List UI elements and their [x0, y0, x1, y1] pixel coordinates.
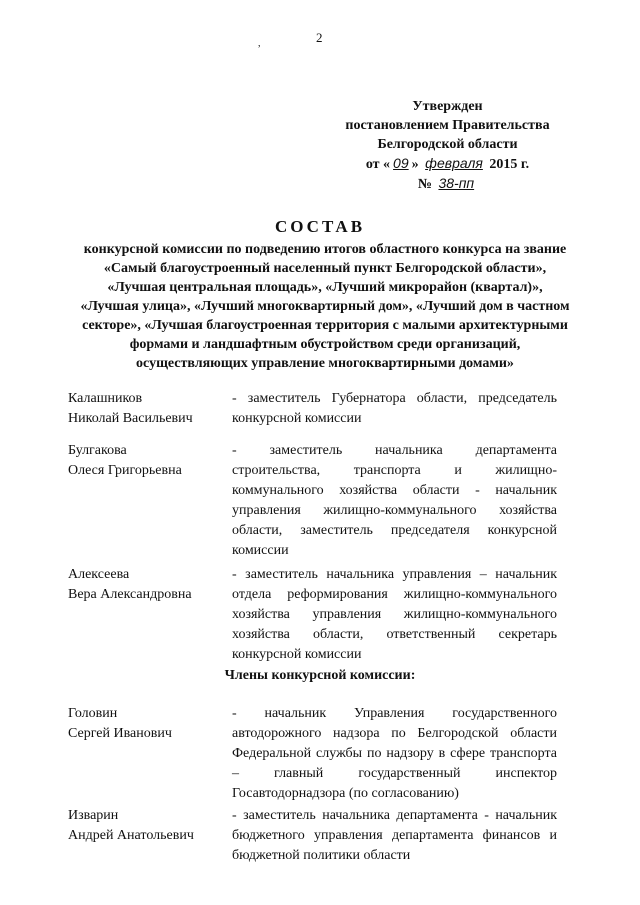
surname: Калашников: [68, 391, 143, 406]
date-day: 09: [393, 155, 409, 171]
person-role: - заместитель начальника департамента строительства, транспорта и жилищно-коммунального хозяйства области - начальник управления жилищно-коммунального хозяйства области, заместитель председателя конкурсной комиссии: [232, 443, 557, 558]
person-role: - заместитель начальника департамента - начальник бюджетного управления департамента финансов и бюджетной политики области: [232, 808, 557, 863]
person-role: - заместитель Губернатора области, председатель конкурсной комиссии: [232, 391, 557, 426]
date-prefix: от «: [365, 157, 391, 172]
approval-date: [330, 154, 565, 174]
surname: Головин: [68, 706, 118, 721]
surname: Булгакова: [68, 443, 127, 458]
number-value: 38-пп: [438, 175, 475, 191]
approval-line-1: Утвержден: [412, 99, 483, 114]
stray-mark: ,: [258, 38, 261, 49]
date-year: 2015 г.: [489, 157, 530, 172]
page-number: 2: [316, 30, 323, 45]
given-names: Сергей Иванович: [68, 726, 172, 741]
person-name: [68, 704, 228, 744]
person-name: [68, 806, 228, 846]
given-names: Николай Васильевич: [68, 411, 193, 426]
person-name: [68, 565, 228, 605]
approval-line-2: постановлением Правительства: [345, 118, 550, 133]
surname: Алексеева: [68, 567, 130, 582]
document-subtitle: конкурсной комиссии по подведению итогов областного конкурса на звание «Самый благоустроенный населенный пункт Белгородской области», «Лучшая центральная площадь», «Лучший микрорайон (квартал)», «Лучшая улица», «Лучший многоквартирный дом», «Лучший дом в частном секторе», «Лучшая благоустроенная территория с малыми архитектурными формами и ландшафтным обустройством среди организаций, осуществляющих управление многоквартирными домами»: [80, 242, 570, 371]
date-month: февраля: [425, 155, 483, 171]
document-title: СОСТАВ: [274, 217, 366, 236]
approval-stamp: [330, 97, 565, 194]
given-names: Андрей Анатольевич: [68, 828, 194, 843]
number-prefix: №: [417, 177, 432, 192]
given-names: Вера Александровна: [68, 587, 192, 602]
person-role: - заместитель начальника управления – начальник отдела реформирования жилищно-коммунального хозяйства управления жилищно-коммунального хозяйства области, ответственный секретарь конкурсной комиссии: [232, 567, 557, 662]
given-names: Олеся Григорьевна: [68, 463, 182, 478]
surname: Изварин: [68, 808, 119, 823]
date-mid: »: [411, 157, 419, 172]
approval-number: [330, 174, 565, 194]
approval-line-3: Белгородской области: [377, 137, 518, 152]
person-role: - начальник Управления государственного автодорожного надзора по Белгородской области Федеральной службы по надзору в сфере транспорта – главный государственный инспектор Госавтодорнадзора (по согласованию): [232, 706, 557, 801]
members-heading: Члены конкурсной комиссии:: [224, 668, 416, 683]
person-name: [68, 389, 228, 429]
person-name: [68, 441, 228, 481]
